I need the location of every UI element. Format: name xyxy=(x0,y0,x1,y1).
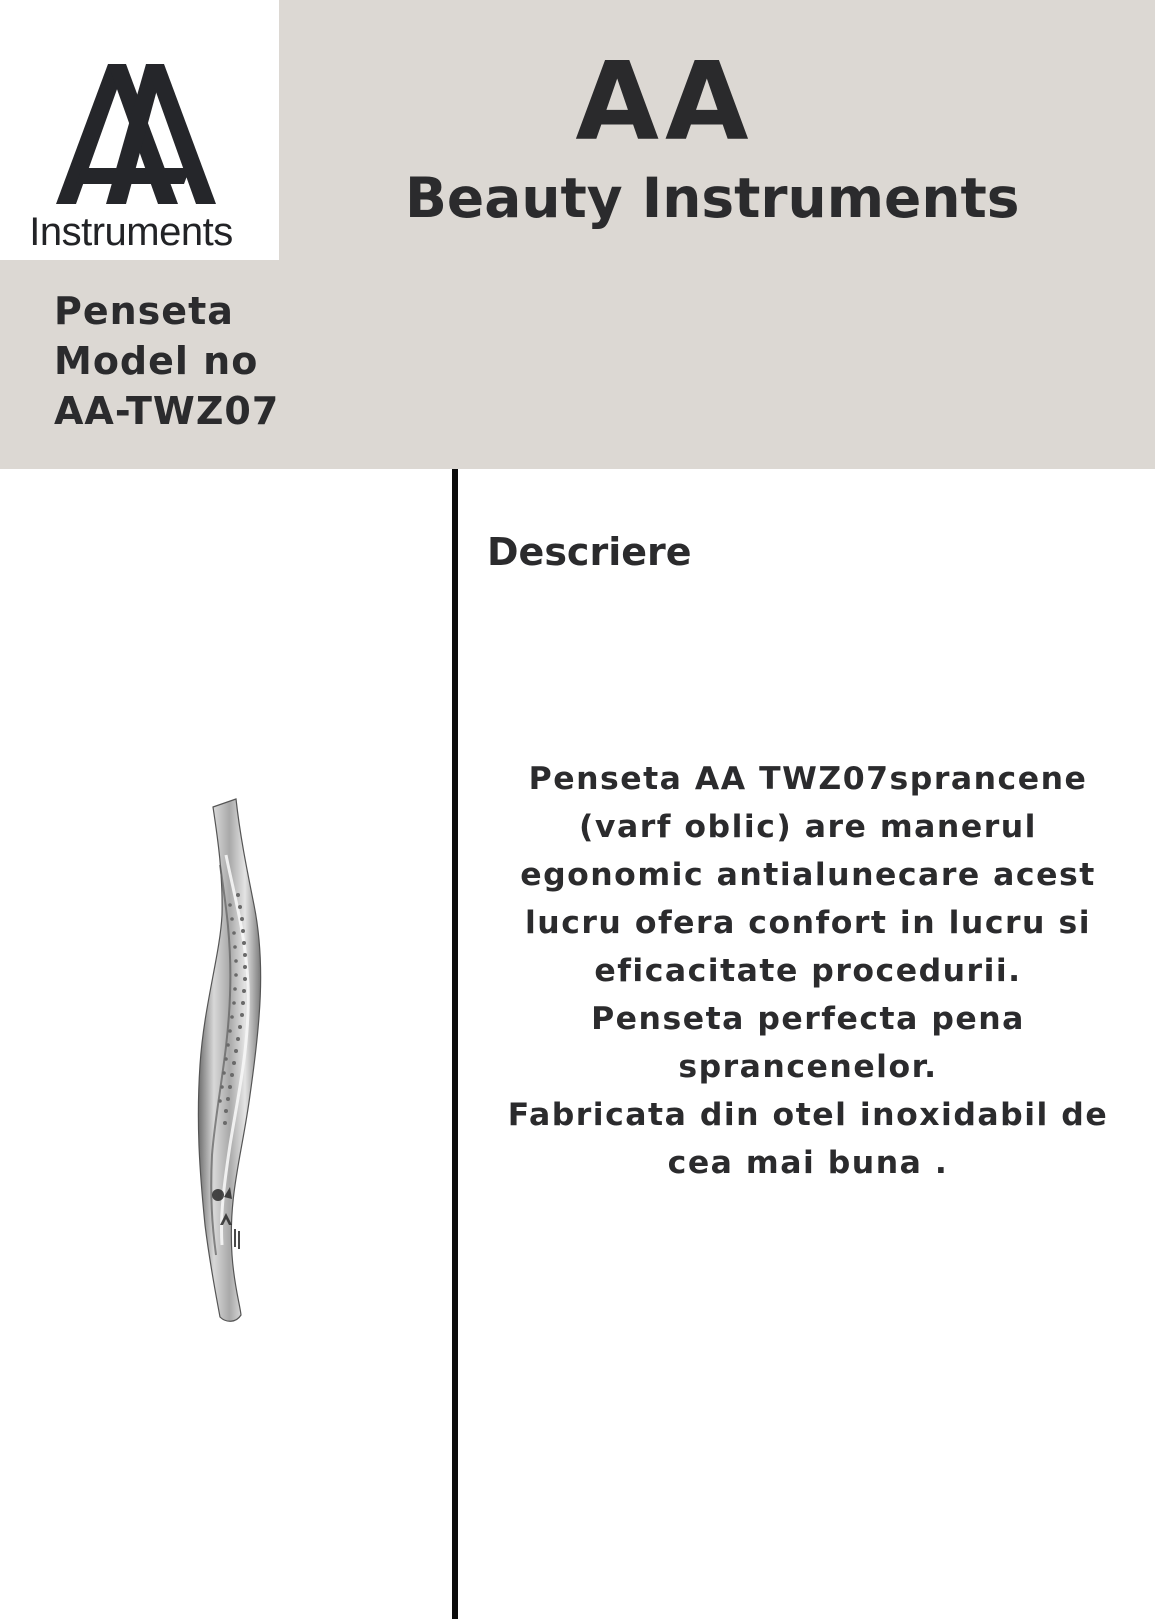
description-line: Fabricata din otel inoxidabil de xyxy=(507,1097,1109,1133)
description-body xyxy=(478,755,1138,1187)
product-line: Model no xyxy=(54,339,259,383)
description-line: lucru ofera confort in lucru si xyxy=(525,905,1091,941)
brand-name: AA xyxy=(575,40,755,165)
description-line: eficacitate procedurii. xyxy=(594,953,1022,989)
logo-caption: Instruments xyxy=(29,210,233,254)
description-line: (varf oblic) are manerul xyxy=(579,809,1037,845)
product-image xyxy=(180,795,280,1325)
product-line: AA-TWZ07 xyxy=(54,389,280,433)
description-line: egonomic antialunecare acest xyxy=(520,857,1096,893)
description-line: cea mai buna . xyxy=(667,1145,949,1181)
logo xyxy=(0,0,279,260)
product-title xyxy=(54,286,384,436)
description-line: Penseta AA TWZ07sprancene xyxy=(528,761,1088,797)
aa-monogram-logo-icon xyxy=(50,58,220,208)
description-line: Penseta perfecta pena xyxy=(591,1001,1025,1037)
product-line: Penseta xyxy=(54,289,234,333)
brand-tagline: Beauty Instruments xyxy=(405,166,1020,230)
slanted-tweezers-image-icon xyxy=(180,795,280,1325)
description-line: sprancenelor. xyxy=(678,1049,938,1085)
description-heading: Descriere xyxy=(487,530,692,574)
vertical-divider xyxy=(452,469,458,1619)
